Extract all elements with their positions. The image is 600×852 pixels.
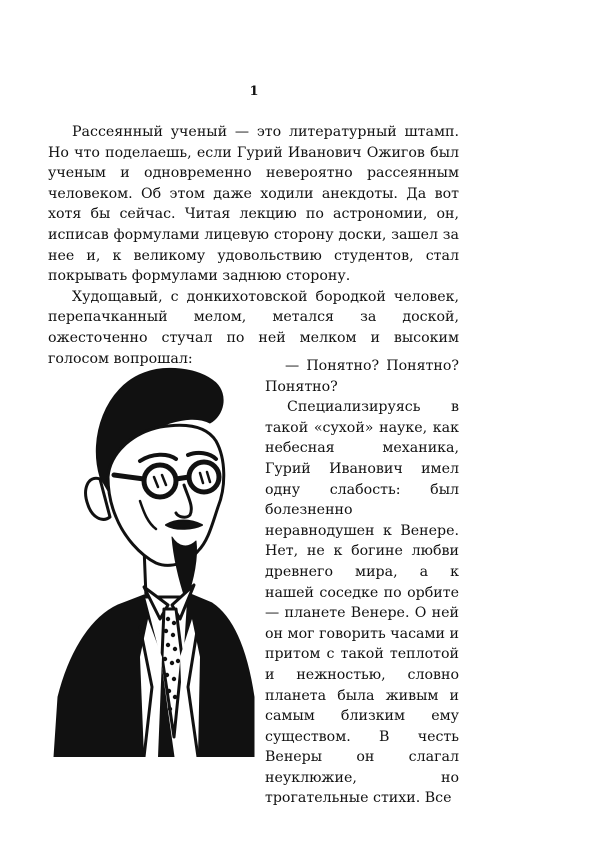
paragraph: Рассеянный ученый — это литературный штамп. Но что поделаешь, если Гурий Иванович Ожигов был ученым и одновременно невероятно рассеянным человеком. Об этом даже ходили анекдоты. Да вот хотя бы сейчас. Читая лекцию по астрономии, он, исписав формулами лицевую сторону доски, зашел за нее и, к великому удовольствию студентов, стал покрывать формулами заднюю сторону. <box>48 124 459 285</box>
main-text <box>48 122 459 369</box>
dialog-line: — Понятно? Понятно? Понятно? <box>265 358 459 395</box>
paragraph: Специализируясь в такой «сухой» науке, как небесная механика, Гурий Иванович имел одну слабость: был болезненно неравнодушен к Венере. Нет, не к богине любви древнего мира, а к нашей соседке по орбите — планете Венере. О ней он мог говорить часами и притом с такой теплотой и нежностью, словно планета была живым и самым близким ему существом. В честь Венеры он слагал неуклюжие, но трогательные стихи. Все <box>265 399 459 807</box>
chapter-number: 1 <box>249 84 259 99</box>
professor-portrait-illustration <box>48 357 258 757</box>
wrapped-text-column <box>265 356 459 809</box>
paragraph: Худощавый, с донкихотовской бородкой человек, перепачканный мелом, метался за доской, ожесточенно стучал по ней мелком и высоким голосом вопрошал: <box>48 288 459 367</box>
mustache <box>166 521 202 529</box>
